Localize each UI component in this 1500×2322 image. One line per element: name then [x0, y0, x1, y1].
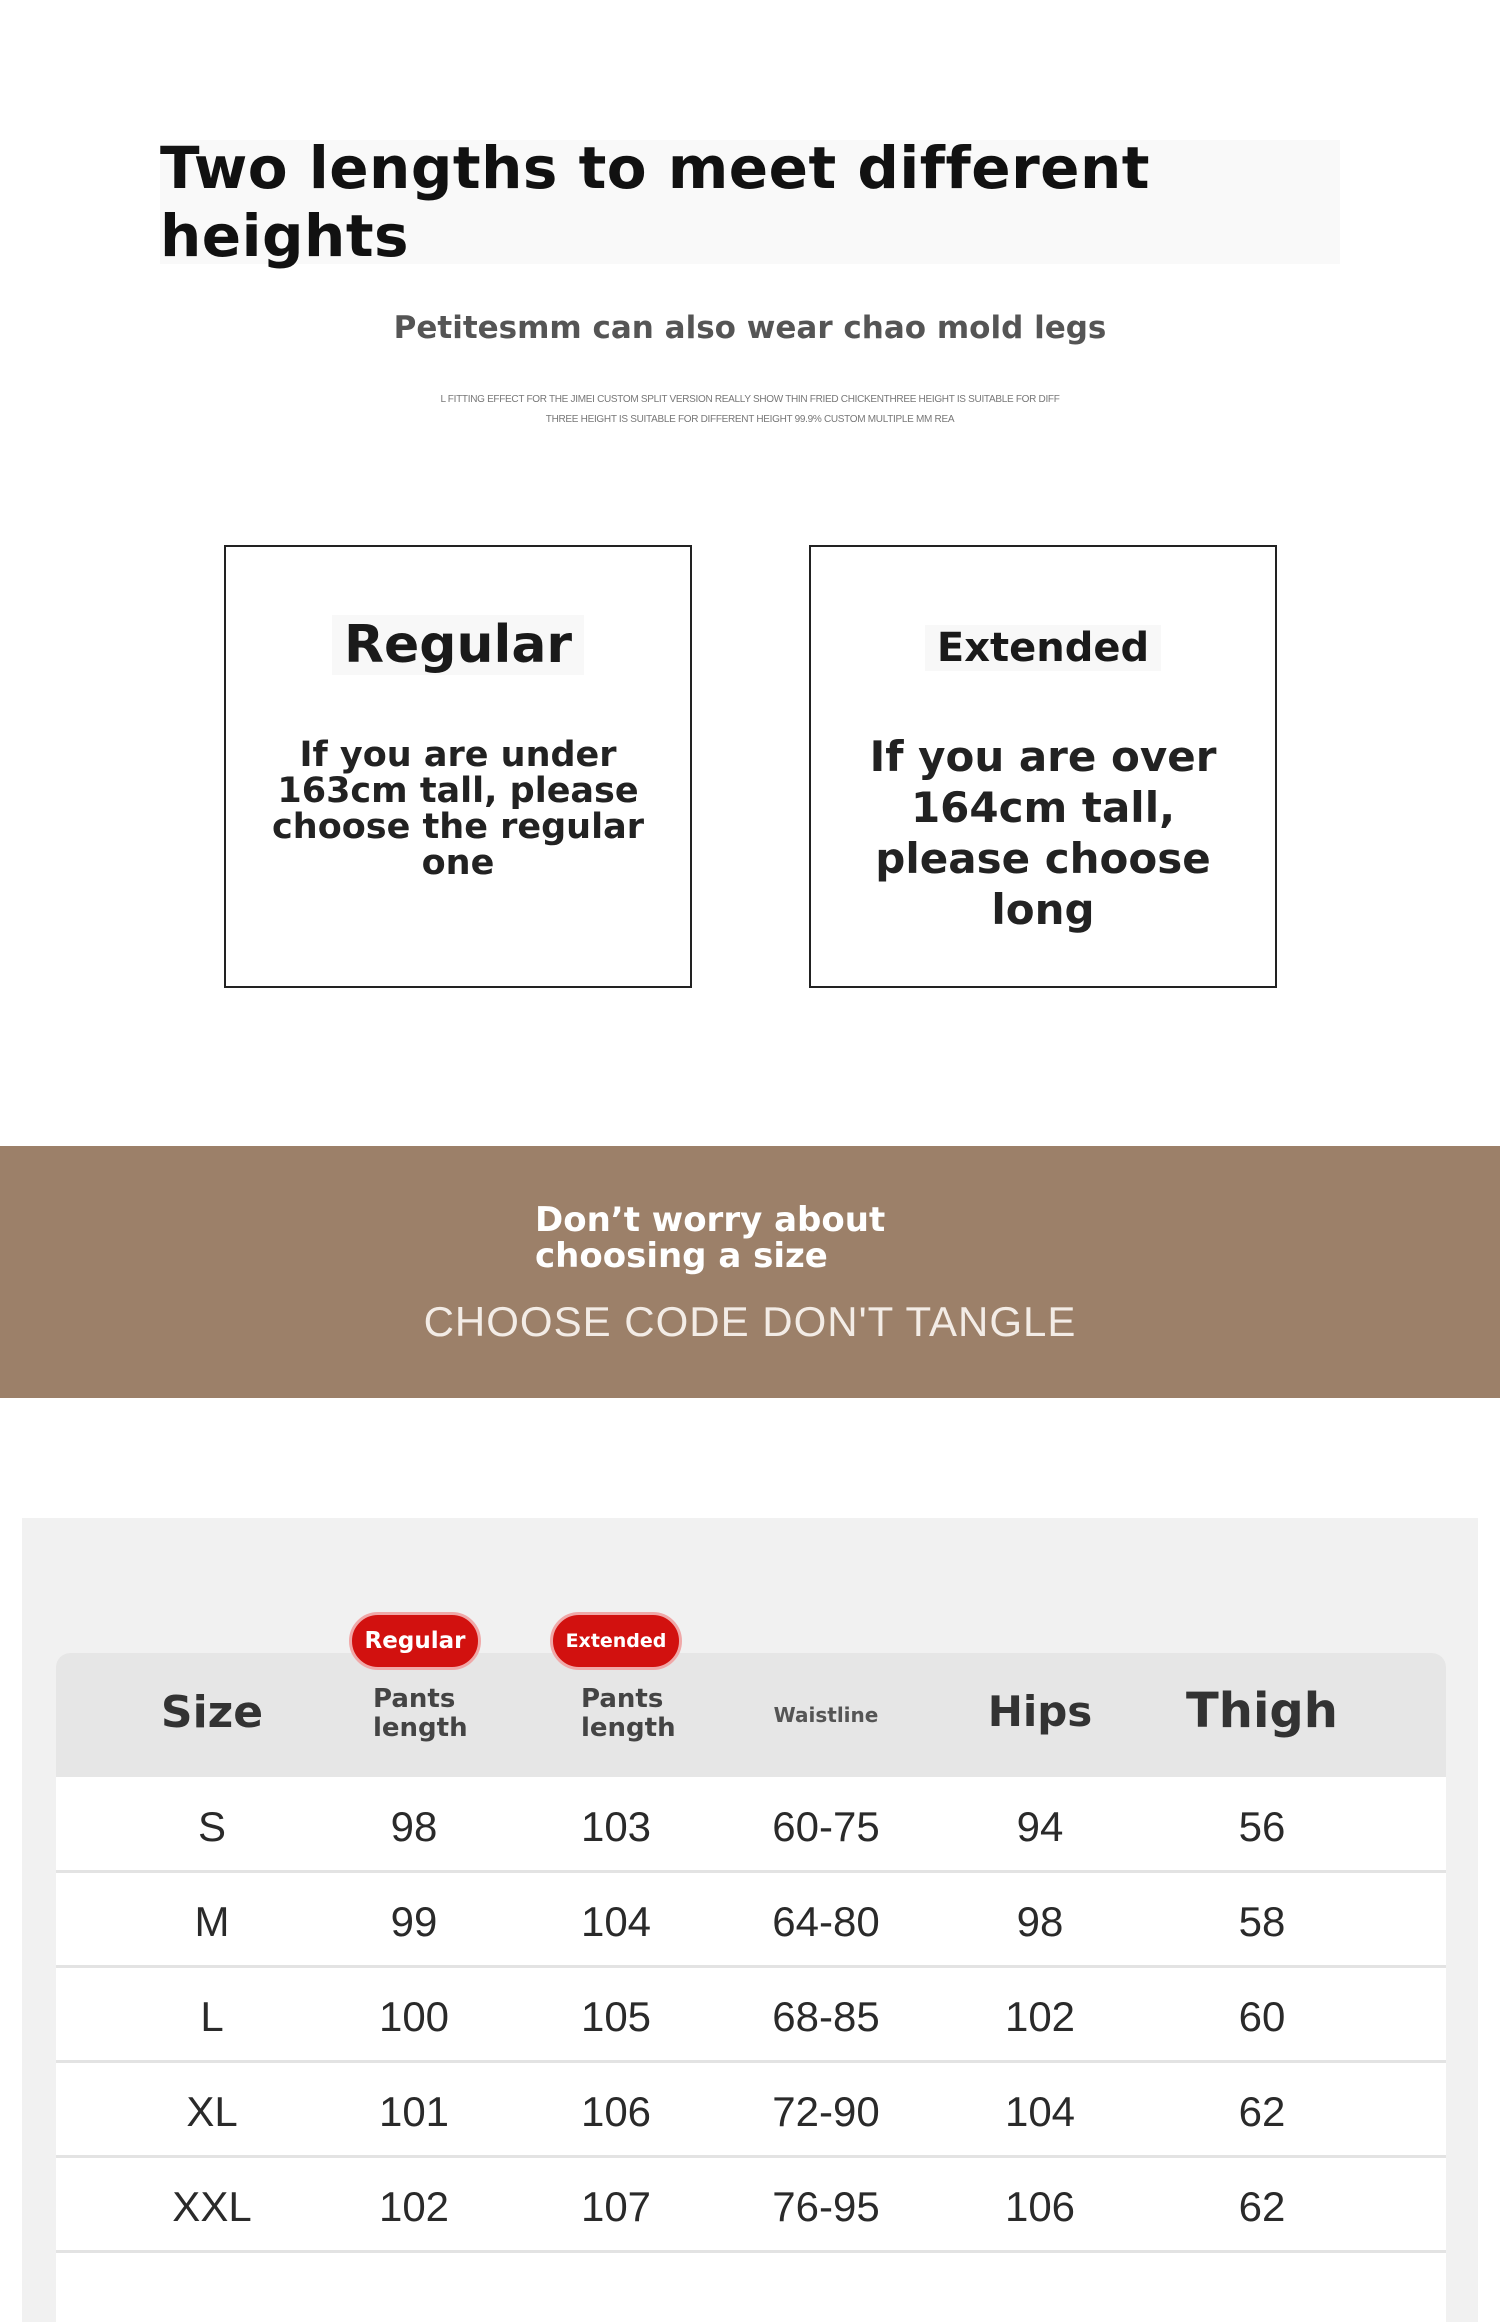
header-pants-length-regular: Pants length [373, 1684, 468, 1743]
banner-line-1: Don’t worry about [535, 1200, 886, 1240]
table-header [56, 1653, 1446, 1777]
cell-thigh: 62 [1238, 2183, 1286, 2230]
cell-pants-length-extended: 105 [580, 1993, 652, 2040]
table-row [56, 1872, 1446, 1968]
cell-size: XL [186, 2088, 238, 2135]
cell-waistline: 60-75 [772, 1803, 880, 1850]
cell-hips: 94 [1016, 1803, 1064, 1850]
extended-option-card [809, 545, 1277, 988]
banner-subtitle: CHOOSE CODE DON'T TANGLE [423, 1298, 1077, 1345]
cell-pants-length-extended: 104 [580, 1898, 652, 1945]
header-thigh: Thigh [1186, 1683, 1338, 1739]
regular-option-text: If you are under 163cm tall, please choose the regular one [272, 735, 644, 883]
extended-option-text: If you are over 164cm tall, please choose long [869, 732, 1217, 934]
cell-pants-length-regular: 102 [378, 2183, 450, 2230]
cell-size: M [194, 1898, 230, 1945]
cell-pants-length-extended: 107 [580, 2183, 652, 2230]
cell-hips: 104 [1004, 2088, 1076, 2135]
size-table [56, 1653, 1446, 2322]
table-row [56, 2062, 1446, 2158]
banner-line-2: choosing a size [535, 1236, 828, 1276]
cell-thigh: 60 [1238, 1993, 1286, 2040]
header-size: Size [160, 1687, 264, 1738]
table-row [56, 1967, 1446, 2063]
cell-pants-length-regular: 101 [378, 2088, 450, 2135]
main-title: Two lengths to meet different heights [160, 140, 1340, 264]
cell-pants-length-regular: 99 [390, 1898, 438, 1945]
cell-thigh: 62 [1238, 2088, 1286, 2135]
header-waistline: Waistline [773, 1703, 879, 1727]
regular-badge: Regular [349, 1612, 481, 1670]
header-pants-length-extended: Pants length [581, 1684, 676, 1743]
extended-badge: Extended [550, 1612, 682, 1670]
header-hips: Hips [987, 1687, 1093, 1736]
cell-waistline: 68-85 [772, 1993, 880, 2040]
table-row [56, 2157, 1446, 2253]
extended-option-title: Extended [925, 625, 1161, 671]
cell-hips: 102 [1004, 1993, 1076, 2040]
cell-hips: 98 [1016, 1898, 1064, 1945]
cell-size: L [200, 1993, 224, 2040]
table-row [56, 1777, 1446, 1873]
cell-waistline: 76-95 [772, 2183, 880, 2230]
cell-waistline: 72-90 [772, 2088, 880, 2135]
cell-waistline: 64-80 [772, 1898, 880, 1945]
size-banner [0, 1146, 1500, 1398]
cell-pants-length-extended: 103 [580, 1803, 652, 1850]
regular-option-card [224, 545, 692, 988]
cell-thigh: 58 [1238, 1898, 1286, 1945]
sub-title: Petitesmm can also wear chao mold legs [393, 310, 1107, 346]
cell-pants-length-regular: 98 [390, 1803, 438, 1850]
fine-print-line-1: L FITTING EFFECT FOR THE JIMEI CUSTOM SPLIT VERSION REALLY SHOW THIN FRIED CHICKENTHREE HEIGHT IS SUITABLE FOR DIFF [440, 394, 1060, 405]
cell-pants-length-extended: 106 [580, 2088, 652, 2135]
regular-option-title: Regular [332, 615, 584, 675]
cell-thigh: 56 [1238, 1803, 1286, 1850]
fine-print [400, 390, 1100, 430]
cell-pants-length-regular: 100 [378, 1993, 450, 2040]
cell-size: S [197, 1803, 227, 1850]
fine-print-line-2: THREE HEIGHT IS SUITABLE FOR DIFFERENT HEIGHT 99.9% CUSTOM MULTIPLE MM REA [545, 414, 955, 425]
cell-size: XXL [172, 2183, 252, 2230]
cell-hips: 106 [1004, 2183, 1076, 2230]
